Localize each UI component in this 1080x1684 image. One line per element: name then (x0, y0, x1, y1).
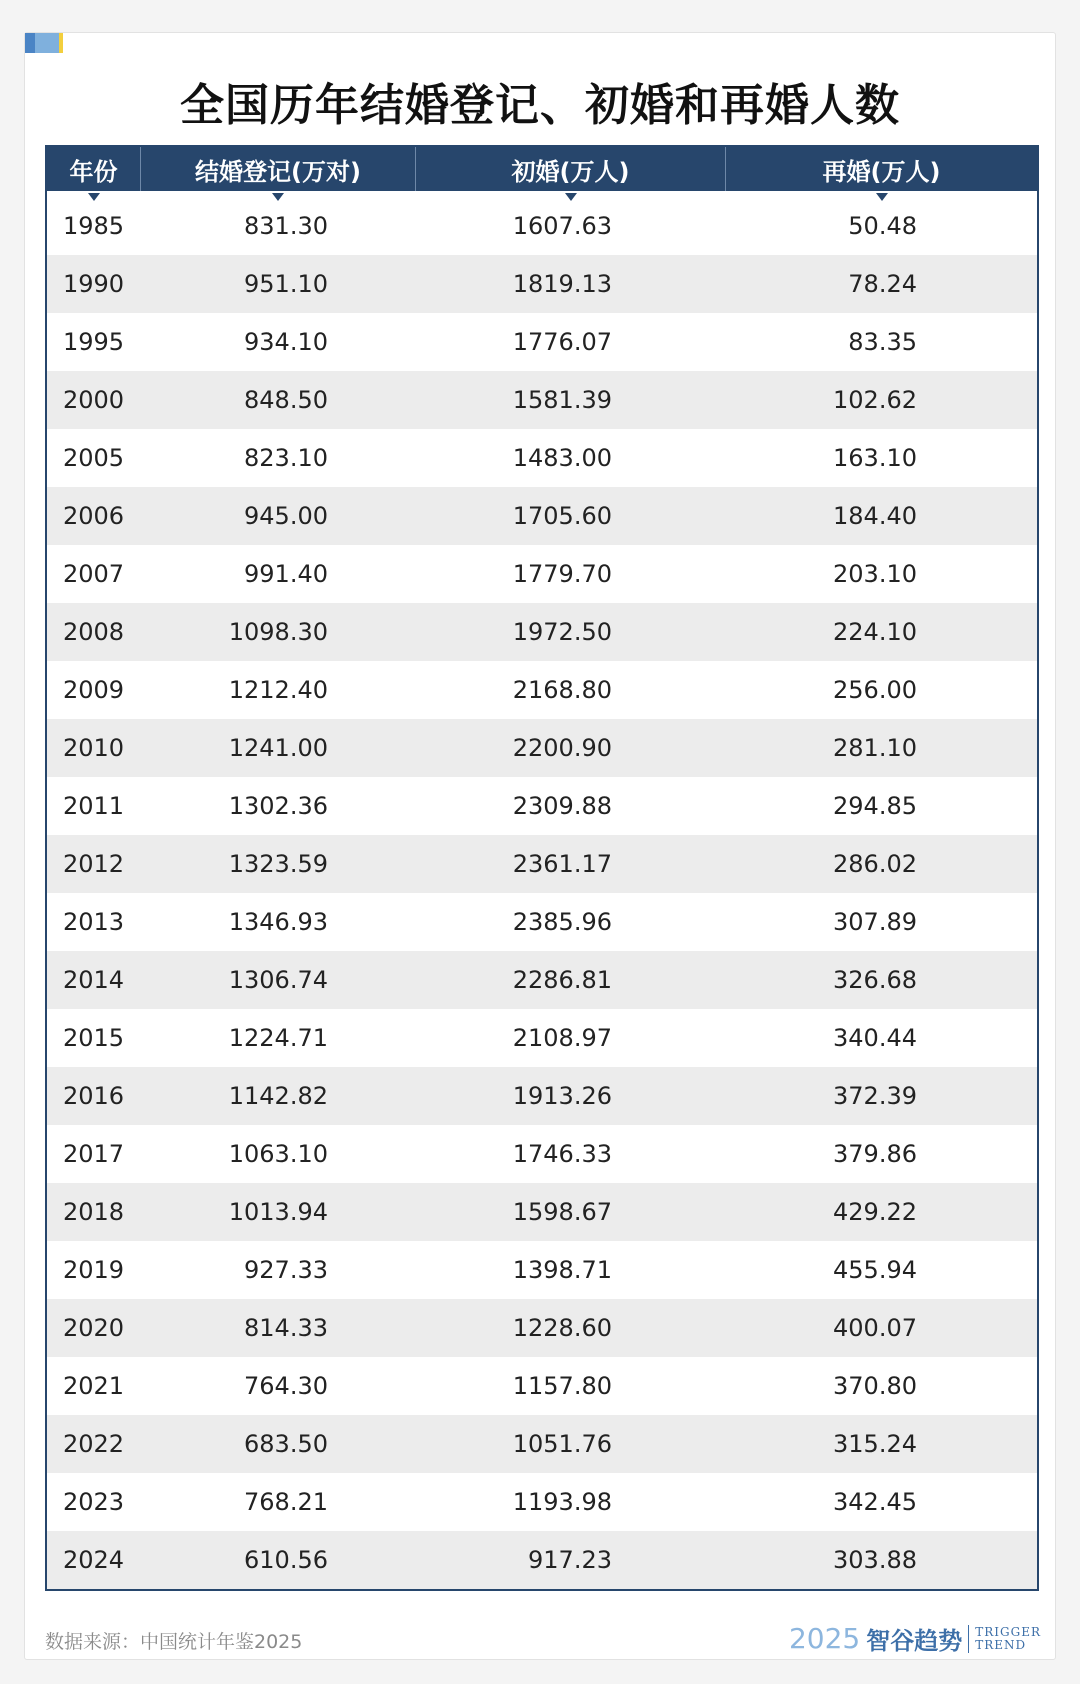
data-table (45, 145, 1039, 1591)
cell-first-marriage: 1779.70 (512, 560, 612, 588)
cell-remarriage: 281.10 (833, 734, 917, 762)
table-row (47, 777, 1037, 835)
table-row (47, 1531, 1037, 1589)
cell-year: 2020 (63, 1314, 125, 1342)
cell-first-marriage: 1972.50 (512, 618, 612, 646)
cell-remarriage: 370.80 (833, 1372, 917, 1400)
brand-divider (968, 1625, 969, 1653)
cell-first-marriage: 1746.33 (512, 1140, 612, 1168)
table-row (47, 197, 1037, 255)
cell-year: 2013 (63, 908, 125, 936)
cell-marriage-registrations: 831.30 (244, 212, 328, 240)
cell-marriage-registrations: 1013.94 (228, 1198, 328, 1226)
cell-marriage-registrations: 945.00 (244, 502, 328, 530)
table-row (47, 1241, 1037, 1299)
cell-year: 2000 (63, 386, 125, 414)
cell-marriage-registrations: 1142.82 (228, 1082, 328, 1110)
cell-remarriage: 78.24 (848, 270, 917, 298)
table-row (47, 603, 1037, 661)
data-source: 数据来源：中国统计年鉴2025 (45, 1631, 303, 1653)
header-caret-icon (876, 193, 888, 201)
cell-marriage-registrations: 823.10 (244, 444, 328, 472)
cell-marriage-registrations: 1212.40 (228, 676, 328, 704)
table-row (47, 429, 1037, 487)
cell-first-marriage: 1776.07 (512, 328, 612, 356)
cell-first-marriage: 1913.26 (512, 1082, 612, 1110)
cell-year: 1990 (63, 270, 125, 298)
cell-marriage-registrations: 1098.30 (228, 618, 328, 646)
cell-year: 2017 (63, 1140, 125, 1168)
table-row (47, 893, 1037, 951)
header-first-marriage: 初婚(万人) (416, 147, 726, 191)
cell-remarriage: 50.48 (848, 212, 917, 240)
cell-remarriage: 163.10 (833, 444, 917, 472)
table-row (47, 951, 1037, 1009)
cell-remarriage: 203.10 (833, 560, 917, 588)
cell-remarriage: 429.22 (833, 1198, 917, 1226)
header-marriage-registrations: 结婚登记(万对) (141, 147, 416, 191)
cell-year: 2014 (63, 966, 125, 994)
cell-first-marriage: 2200.90 (512, 734, 612, 762)
cell-first-marriage: 1598.67 (512, 1198, 612, 1226)
table-row (47, 1415, 1037, 1473)
brand-year: 2025 (788, 1622, 861, 1655)
header-year: 年份 (47, 147, 141, 191)
cell-first-marriage: 2286.81 (512, 966, 612, 994)
cell-remarriage: 307.89 (833, 908, 917, 936)
cell-first-marriage: 1581.39 (512, 386, 612, 414)
cell-year: 2022 (63, 1430, 125, 1458)
table-row (47, 661, 1037, 719)
cell-first-marriage: 2361.17 (512, 850, 612, 878)
table-row (47, 1009, 1037, 1067)
header-caret-icon (88, 193, 100, 201)
cell-year: 2012 (63, 850, 125, 878)
cell-marriage-registrations: 1224.71 (228, 1024, 328, 1052)
cell-year: 2007 (63, 560, 125, 588)
header-caret-icon (272, 193, 284, 201)
cell-marriage-registrations: 934.10 (244, 328, 328, 356)
cell-marriage-registrations: 1346.93 (228, 908, 328, 936)
cell-first-marriage: 1607.63 (512, 212, 612, 240)
cell-marriage-registrations: 764.30 (244, 1372, 328, 1400)
cell-marriage-registrations: 1306.74 (228, 966, 328, 994)
cell-remarriage: 379.86 (833, 1140, 917, 1168)
header-remarriage: 再婚(万人) (726, 147, 1037, 191)
cell-marriage-registrations: 1063.10 (228, 1140, 328, 1168)
cell-first-marriage: 1483.00 (512, 444, 612, 472)
cell-marriage-registrations: 1323.59 (228, 850, 328, 878)
table-row (47, 835, 1037, 893)
cell-year: 2008 (63, 618, 125, 646)
cell-year: 2009 (63, 676, 125, 704)
cell-year: 2011 (63, 792, 125, 820)
cell-marriage-registrations: 1241.00 (228, 734, 328, 762)
cell-first-marriage: 2385.96 (512, 908, 612, 936)
cell-year: 2005 (63, 444, 125, 472)
table-row (47, 313, 1037, 371)
cell-remarriage: 372.39 (833, 1082, 917, 1110)
cell-year: 1985 (63, 212, 125, 240)
cell-marriage-registrations: 683.50 (244, 1430, 328, 1458)
cell-year: 2015 (63, 1024, 125, 1052)
cell-marriage-registrations: 610.56 (244, 1546, 328, 1574)
cell-remarriage: 256.00 (833, 676, 917, 704)
table-row (47, 1067, 1037, 1125)
table-row (47, 545, 1037, 603)
table-row (47, 1357, 1037, 1415)
table-row (47, 1299, 1037, 1357)
cell-year: 2023 (63, 1488, 125, 1516)
cell-remarriage: 83.35 (848, 328, 917, 356)
cell-remarriage: 315.24 (833, 1430, 917, 1458)
page-title: 全国历年结婚登记、初婚和再婚人数 (180, 80, 900, 131)
brand-name-en: TRIGGER TREND (975, 1624, 1041, 1652)
cell-first-marriage: 1157.80 (512, 1372, 612, 1400)
cell-first-marriage: 1228.60 (512, 1314, 612, 1342)
cell-first-marriage: 2108.97 (512, 1024, 612, 1052)
table-header (47, 147, 1037, 191)
cell-year: 1995 (63, 328, 125, 356)
cell-first-marriage: 1819.13 (512, 270, 612, 298)
table-row (47, 719, 1037, 777)
cell-marriage-registrations: 1302.36 (228, 792, 328, 820)
cell-remarriage: 400.07 (833, 1314, 917, 1342)
cell-year: 2021 (63, 1372, 125, 1400)
cell-marriage-registrations: 848.50 (244, 386, 328, 414)
cell-year: 2016 (63, 1082, 125, 1110)
cell-marriage-registrations: 927.33 (244, 1256, 328, 1284)
cell-marriage-registrations: 951.10 (244, 270, 328, 298)
cell-first-marriage: 2168.80 (512, 676, 612, 704)
cell-remarriage: 294.85 (833, 792, 917, 820)
cell-first-marriage: 2309.88 (512, 792, 612, 820)
cell-first-marriage: 1705.60 (512, 502, 612, 530)
cell-first-marriage: 1193.98 (512, 1488, 612, 1516)
cell-year: 2019 (63, 1256, 125, 1284)
brand-logo (789, 1621, 1041, 1656)
cell-year: 2006 (63, 502, 125, 530)
cell-remarriage: 224.10 (833, 618, 917, 646)
cell-marriage-registrations: 814.33 (244, 1314, 328, 1342)
cell-first-marriage: 917.23 (528, 1546, 612, 1574)
cell-remarriage: 303.88 (833, 1546, 917, 1574)
table-card (24, 32, 1056, 1660)
cell-year: 2018 (63, 1198, 125, 1226)
table-row (47, 487, 1037, 545)
corner-decoration (25, 33, 63, 53)
cell-first-marriage: 1051.76 (512, 1430, 612, 1458)
table-body (47, 191, 1037, 1589)
table-row (47, 1183, 1037, 1241)
table-row (47, 1473, 1037, 1531)
table-row (47, 255, 1037, 313)
cell-year: 2010 (63, 734, 125, 762)
cell-remarriage: 455.94 (833, 1256, 917, 1284)
cell-remarriage: 342.45 (833, 1488, 917, 1516)
cell-marriage-registrations: 768.21 (244, 1488, 328, 1516)
cell-remarriage: 340.44 (833, 1024, 917, 1052)
cell-year: 2024 (63, 1546, 125, 1574)
brand-name: 智谷趋势 (866, 1626, 963, 1655)
header-caret-icon (565, 193, 577, 201)
cell-marriage-registrations: 991.40 (244, 560, 328, 588)
cell-remarriage: 326.68 (833, 966, 917, 994)
cell-remarriage: 286.02 (833, 850, 917, 878)
cell-remarriage: 102.62 (833, 386, 917, 414)
table-row (47, 1125, 1037, 1183)
cell-first-marriage: 1398.71 (512, 1256, 612, 1284)
cell-remarriage: 184.40 (833, 502, 917, 530)
table-row (47, 371, 1037, 429)
